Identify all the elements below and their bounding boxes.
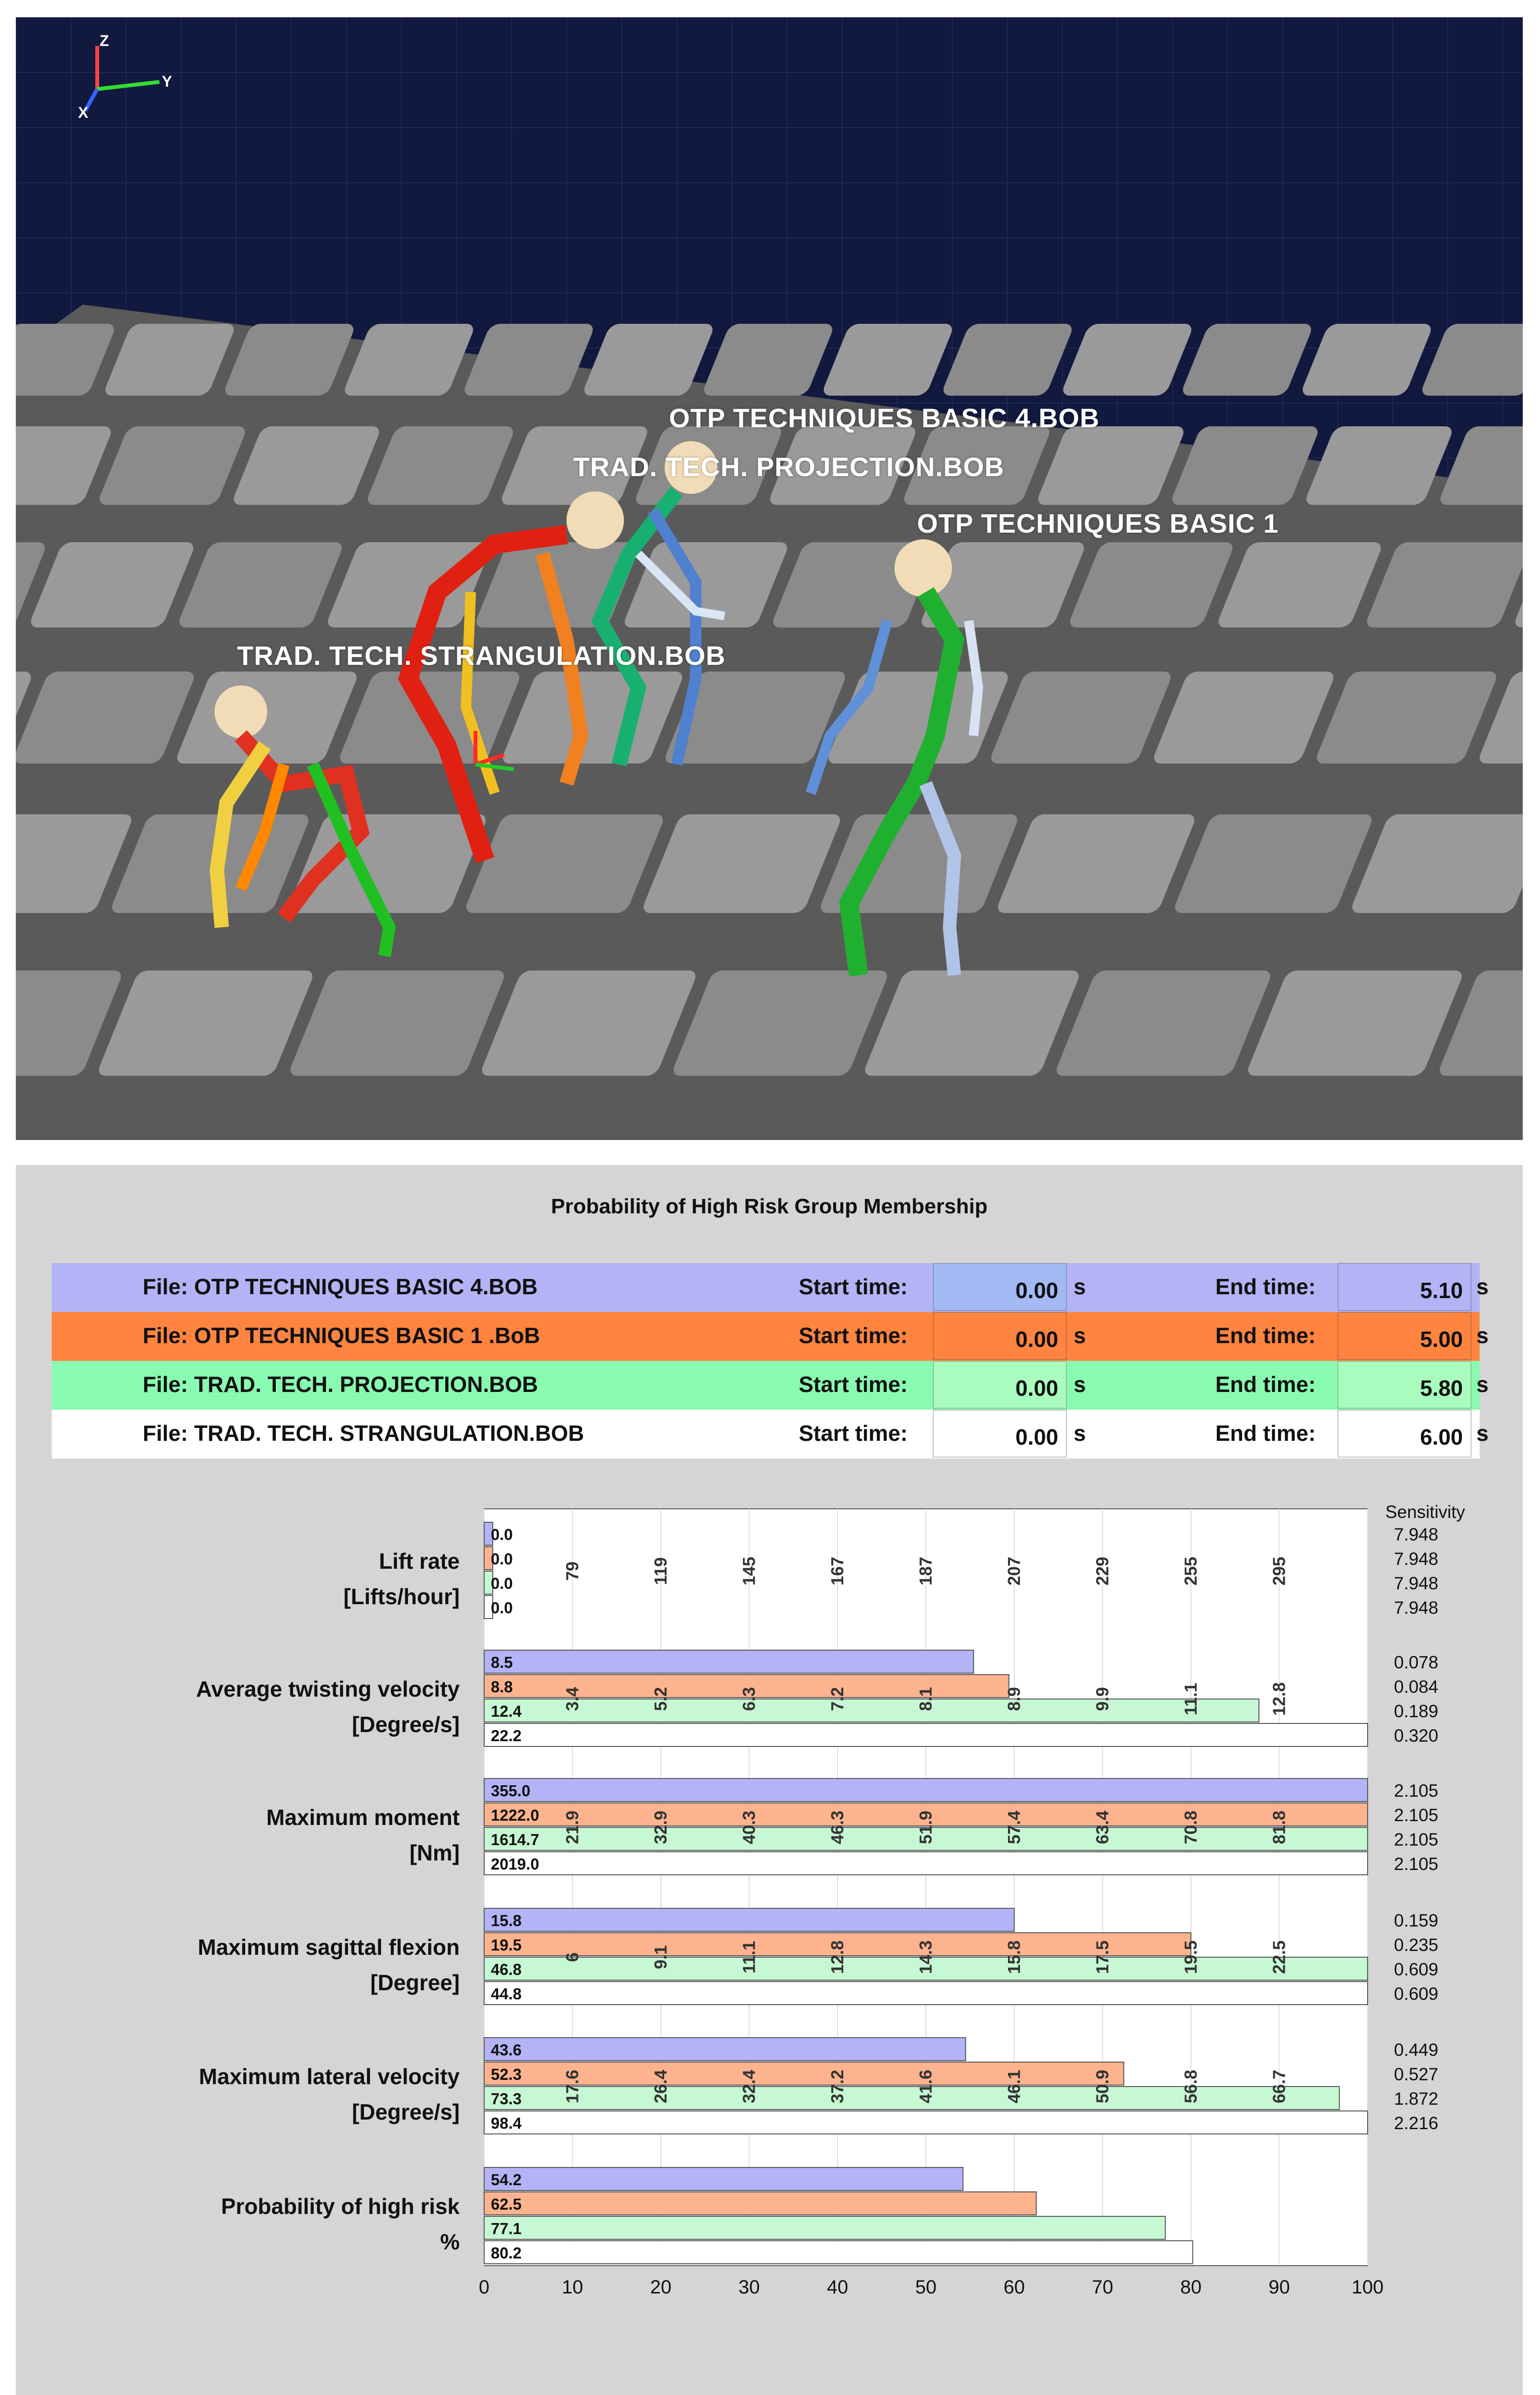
scale-tick-label: 7.2 — [827, 1687, 847, 1711]
file-name: File: OTP TECHNIQUES BASIC 1 .BoB — [143, 1323, 540, 1348]
bar — [484, 2216, 1165, 2239]
scale-tick-label: 66.7 — [1269, 2069, 1289, 2104]
bar — [484, 2192, 1036, 2215]
risk-panel — [16, 1165, 1523, 2395]
bar-value-label: 54.2 — [491, 2171, 522, 2189]
panel-title: Probability of High Risk Group Membership — [551, 1195, 988, 1218]
sensitivity-value: 0.527 — [1394, 2064, 1438, 2084]
metric-label — [221, 2189, 460, 2259]
scale-tick-label: 56.8 — [1181, 2069, 1200, 2104]
scale-tick-label: 57.4 — [1004, 1810, 1024, 1845]
x-tick-label: 100 — [1351, 2277, 1384, 2298]
sensitivity-value: 0.084 — [1394, 1677, 1438, 1697]
bar — [484, 1908, 1014, 1931]
sensitivity-value: 2.105 — [1394, 1805, 1438, 1825]
metric-name: Maximum sagittal flexion — [197, 1935, 460, 1960]
bar — [484, 1723, 1368, 1746]
bar-value-label: 52.3 — [491, 2065, 522, 2083]
x-tick-label: 80 — [1180, 2277, 1202, 2298]
bar-value-label: 0.0 — [491, 1574, 513, 1592]
end-time-value: 5.10 — [1420, 1278, 1463, 1303]
sensitivity-value: 0.609 — [1394, 1960, 1438, 1979]
scale-tick-label: 22.5 — [1269, 1940, 1289, 1974]
bar-value-label: 1222.0 — [491, 1806, 539, 1824]
y-axis-label: Y — [162, 73, 172, 90]
z-axis-label: Z — [100, 32, 109, 49]
bar-value-label: 46.8 — [491, 1961, 522, 1978]
bar — [484, 2038, 966, 2061]
scale-tick-label: 32.4 — [739, 2069, 759, 2104]
sensitivity-value: 7.948 — [1394, 1549, 1438, 1569]
start-time-unit: s — [1074, 1372, 1086, 1397]
scale-tick-label: 51.9 — [916, 1810, 936, 1845]
scale-tick-label: 46.1 — [1004, 2069, 1024, 2104]
scale-tick-label: 11.1 — [1181, 1682, 1200, 1716]
bar-value-label: 0.0 — [491, 1599, 513, 1617]
bar-value-label: 19.5 — [491, 1936, 522, 1954]
bar — [484, 2167, 963, 2190]
scale-tick-label: 17.5 — [1092, 1940, 1112, 1974]
sensitivity-value: 2.105 — [1394, 1854, 1438, 1874]
x-tick-label: 20 — [650, 2277, 672, 2298]
start-time-unit: s — [1074, 1323, 1086, 1348]
scene-label-otp4: OTP TECHNIQUES BASIC 4.BOB — [669, 403, 1100, 433]
x-tick-label: 0 — [478, 2277, 490, 2298]
sensitivity-value: 7.948 — [1394, 1525, 1438, 1544]
metric-label — [198, 1929, 460, 2000]
start-time-label: Start time: — [799, 1372, 908, 1397]
metric-unit: % — [440, 2229, 460, 2254]
metric-unit: [Degree] — [370, 1970, 460, 1995]
bar-value-label: 73.3 — [491, 2090, 522, 2108]
start-time-label: Start time: — [799, 1421, 908, 1446]
scale-tick-label: 41.6 — [916, 2069, 936, 2104]
scale-tick-label: 5.2 — [651, 1687, 670, 1711]
metric-name: Lift rate — [379, 1549, 460, 1574]
x-axis-label: X — [78, 104, 89, 121]
scale-tick-label: 8.9 — [1004, 1687, 1024, 1711]
bar-value-label: 44.8 — [491, 1985, 522, 2003]
start-time-value: 0.00 — [1015, 1425, 1058, 1449]
bar-value-label: 62.5 — [491, 2195, 522, 2213]
sensitivity-value: 7.948 — [1394, 1574, 1438, 1593]
sensitivity-value: 1.872 — [1394, 2089, 1438, 2109]
scale-tick-label: 70.8 — [1181, 1810, 1200, 1845]
scale-tick-label: 63.4 — [1092, 1810, 1112, 1845]
metric-unit: [Degree/s] — [352, 1712, 460, 1737]
metric-unit: [Nm] — [409, 1840, 460, 1865]
sensitivity-value: 7.948 — [1394, 1598, 1438, 1618]
sensitivity-value: 0.320 — [1394, 1726, 1438, 1745]
scale-tick-label: 6 — [562, 1952, 582, 1962]
bar-value-label: 12.4 — [491, 1702, 522, 1720]
sensitivity-value: 0.189 — [1394, 1701, 1438, 1721]
scale-tick-label: 12.8 — [1269, 1682, 1289, 1716]
x-tick-label: 50 — [915, 2277, 937, 2298]
bar — [484, 1982, 1368, 2005]
scale-tick-label: 19.5 — [1181, 1940, 1200, 1974]
end-time-label: End time: — [1215, 1274, 1316, 1299]
start-time-value: 0.00 — [1015, 1327, 1058, 1352]
bar-value-label: 15.8 — [491, 1912, 522, 1929]
scale-tick-label: 9.1 — [651, 1945, 670, 1970]
bar-value-label: 8.5 — [491, 1654, 513, 1671]
metric-label — [266, 1800, 460, 1870]
sensitivity-value: 0.449 — [1394, 2040, 1438, 2060]
3d-viewport[interactable] — [16, 17, 1523, 1140]
file-name: File: TRAD. TECH. PROJECTION.BOB — [143, 1372, 538, 1397]
bar-value-label: 77.1 — [491, 2220, 522, 2237]
x-tick-label: 70 — [1092, 2277, 1113, 2298]
scene-label-projection: TRAD. TECH. PROJECTION.BOB — [573, 452, 1005, 482]
file-name: File: OTP TECHNIQUES BASIC 4.BOB — [143, 1274, 538, 1299]
metric-name: Average twisting velocity — [196, 1676, 460, 1701]
bar — [484, 1699, 1259, 1722]
scale-tick-label: 145 — [739, 1556, 759, 1586]
scale-tick-label: 8.1 — [916, 1687, 936, 1711]
bar-value-label: 355.0 — [491, 1782, 531, 1800]
end-time-unit: s — [1476, 1372, 1489, 1397]
scale-tick-label: 12.8 — [827, 1940, 847, 1974]
start-time-unit: s — [1074, 1274, 1086, 1299]
end-time-label: End time: — [1215, 1421, 1316, 1446]
x-tick-label: 60 — [1003, 2277, 1025, 2298]
bar-value-label: 8.8 — [491, 1678, 513, 1696]
x-tick-label: 40 — [827, 2277, 849, 2298]
scale-tick-label: 11.1 — [739, 1940, 759, 1974]
bar — [484, 1852, 1368, 1875]
start-time-unit: s — [1074, 1421, 1086, 1446]
scale-tick-label: 3.4 — [562, 1687, 582, 1711]
scale-tick-label: 6.3 — [739, 1687, 759, 1711]
scale-tick-label: 14.3 — [916, 1940, 936, 1974]
scale-tick-label: 9.9 — [1092, 1687, 1112, 1711]
end-time-unit: s — [1476, 1421, 1489, 1446]
bar — [484, 1650, 974, 1673]
end-time-value: 6.00 — [1420, 1425, 1463, 1449]
sensitivity-value: 0.609 — [1394, 1984, 1438, 2004]
end-time-unit: s — [1476, 1323, 1489, 1348]
end-time-unit: s — [1476, 1274, 1489, 1299]
scene-label-strangulation: TRAD. TECH. STRANGULATION.BOB — [237, 640, 726, 671]
bar-value-label: 0.0 — [491, 1526, 513, 1543]
sensitivity-value: 2.216 — [1394, 2113, 1438, 2133]
x-tick-label: 10 — [562, 2277, 583, 2298]
scale-tick-label: 46.3 — [827, 1810, 847, 1845]
end-time-value: 5.80 — [1420, 1376, 1463, 1401]
metric-label — [196, 1671, 460, 1742]
start-time-value: 0.00 — [1015, 1376, 1058, 1401]
start-time-label: Start time: — [799, 1323, 908, 1348]
start-time-label: Start time: — [799, 1274, 908, 1299]
x-tick-label: 90 — [1268, 2277, 1290, 2298]
scale-tick-label: 15.8 — [1004, 1940, 1024, 1974]
sensitivity-value: 0.078 — [1394, 1653, 1438, 1672]
scale-tick-label: 37.2 — [827, 2069, 847, 2104]
sensitivity-value: 0.235 — [1394, 1935, 1438, 1955]
bar — [484, 2241, 1193, 2264]
scale-tick-label: 50.9 — [1092, 2069, 1112, 2104]
scale-tick-label: 32.9 — [651, 1810, 670, 1845]
scale-tick-label: 21.9 — [562, 1810, 582, 1845]
metric-unit: [Lifts/hour] — [343, 1584, 460, 1609]
metric-unit: [Degree/s] — [352, 2099, 460, 2124]
sensitivity-value: 2.105 — [1394, 1830, 1438, 1849]
bar-value-label: 98.4 — [491, 2114, 522, 2132]
scale-tick-label: 40.3 — [739, 1810, 759, 1845]
metric-name: Maximum lateral velocity — [199, 2064, 460, 2089]
bar-value-label: 43.6 — [491, 2041, 522, 2059]
scale-tick-label: 187 — [916, 1556, 936, 1586]
start-time-value: 0.00 — [1015, 1278, 1058, 1303]
scale-tick-label: 255 — [1181, 1556, 1200, 1586]
scale-tick-label: 81.8 — [1269, 1810, 1289, 1845]
metric-name: Maximum moment — [266, 1805, 460, 1830]
scale-tick-label: 295 — [1269, 1556, 1289, 1586]
metric-name: Probability of high risk — [221, 2194, 460, 2219]
file-name: File: TRAD. TECH. STRANGULATION.BOB — [143, 1421, 584, 1446]
end-time-value: 5.00 — [1420, 1327, 1463, 1352]
scene-label-otp1: OTP TECHNIQUES BASIC 1 — [917, 508, 1279, 538]
bar-value-label: 80.2 — [491, 2244, 522, 2262]
metric-label — [343, 1543, 460, 1614]
sensitivity-value: 0.159 — [1394, 1911, 1438, 1930]
bar — [484, 2087, 1339, 2110]
scale-tick-label: 207 — [1004, 1556, 1024, 1586]
scale-tick-label: 229 — [1092, 1556, 1112, 1586]
end-time-label: End time: — [1215, 1323, 1316, 1348]
scene-canvas — [16, 17, 1523, 1140]
bar-value-label: 0.0 — [491, 1550, 513, 1568]
bar — [484, 2111, 1368, 2134]
bar-value-label: 1614.7 — [491, 1831, 539, 1848]
x-tick-label: 30 — [738, 2277, 760, 2298]
scale-tick-label: 26.4 — [651, 2069, 670, 2104]
sensitivity-header: Sensitivity — [1385, 1502, 1465, 1522]
scale-tick-label: 167 — [827, 1556, 847, 1586]
bar-value-label: 2019.0 — [491, 1855, 539, 1873]
scale-tick-label: 119 — [651, 1557, 670, 1585]
scale-tick-label: 17.6 — [562, 2069, 582, 2104]
end-time-label: End time: — [1215, 1372, 1316, 1397]
bar-value-label: 22.2 — [491, 1727, 522, 1745]
scale-tick-label: 79 — [562, 1561, 582, 1581]
metric-label — [199, 2059, 460, 2130]
sensitivity-value: 2.105 — [1394, 1781, 1438, 1801]
bar — [484, 1779, 1368, 1802]
